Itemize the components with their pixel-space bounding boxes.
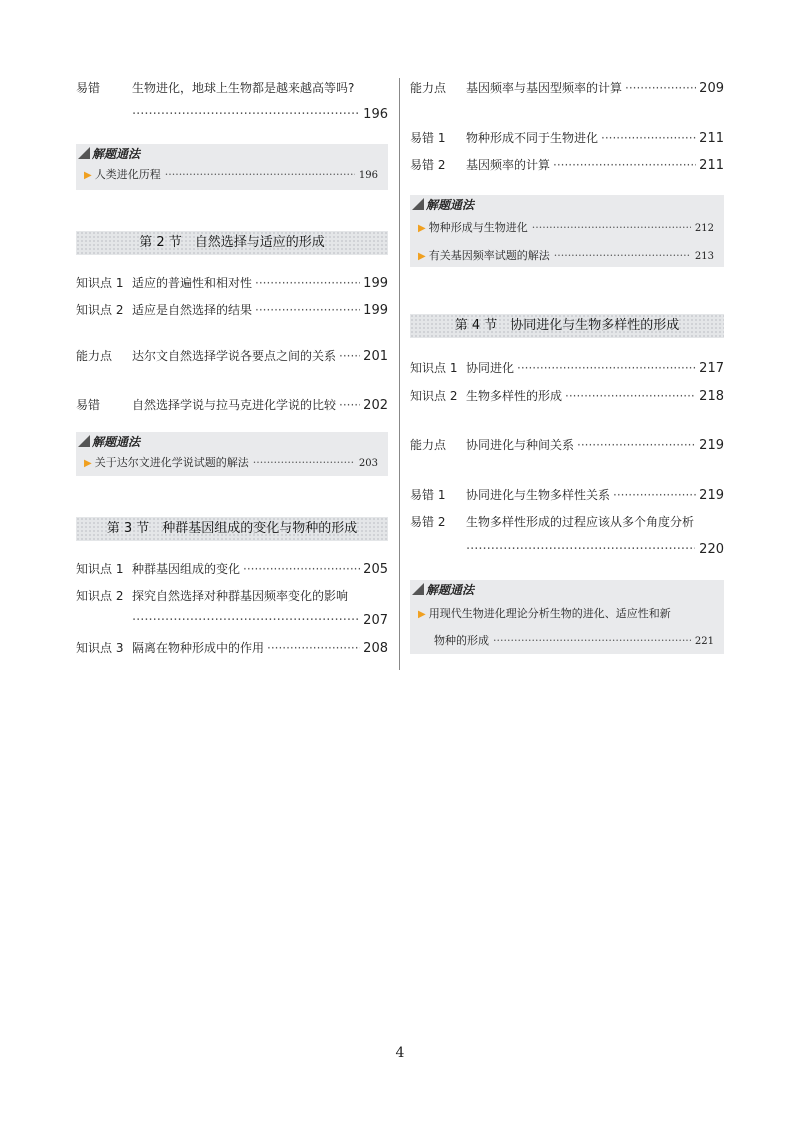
tips-box xyxy=(76,144,388,190)
toc-entry[interactable]: 知识点 1 种群基因组成的变化 ····· 205 xyxy=(76,561,388,578)
toc-entry[interactable]: 易错 2 基因频率的计算 ····· 211 xyxy=(410,157,724,174)
toc-entry[interactable]: 知识点 2 适应是自然选择的结果 ····· 199 xyxy=(76,302,388,319)
toc-entry[interactable]: 易错 2 生物多样性形成的过程应该从多个角度分析 xyxy=(410,515,695,529)
arrow-right-icon: ▶ xyxy=(418,223,426,234)
toc-entry[interactable]: 能力点 协同进化与种间关系 ····· 219 xyxy=(410,437,724,454)
toc-entry[interactable]: 知识点 2 生物多样性的形成 ····· 218 xyxy=(410,388,724,405)
toc-entry[interactable]: 知识点 1 协同进化 ····· 217 xyxy=(410,360,724,377)
tips-item[interactable]: ▶ 物种形成与生物进化 ····· 212 xyxy=(418,219,714,235)
arrow-right-icon: ▶ xyxy=(84,170,92,181)
tips-heading: 解题通法 xyxy=(426,198,475,212)
column-divider xyxy=(399,78,400,670)
toc-entry[interactable]: 易错 生物进化，地球上生物都是越来越高等吗? xyxy=(76,81,355,95)
toc-entry[interactable]: 知识点 1 适应的普遍性和相对性 ····· 199 xyxy=(76,275,388,292)
toc-entry[interactable]: 易错 自然选择学说与拉马克进化学说的比较 ····· 202 xyxy=(76,397,388,414)
tips-item-continuation: 物种的形成 ····· 221 xyxy=(434,632,714,648)
toc-entry[interactable]: 易错 1 协同进化与生物多样性关系 ····· 219 xyxy=(410,487,724,504)
corner-triangle-icon xyxy=(78,435,90,447)
tips-heading: 解题通法 xyxy=(426,583,475,597)
page-number-footer: 4 xyxy=(395,1045,405,1061)
toc-entry[interactable]: 能力点 达尔文自然选择学说各要点之间的关系 ····· 201 xyxy=(76,348,388,365)
corner-triangle-icon xyxy=(412,198,424,210)
tips-box xyxy=(410,195,724,267)
tips-heading: 解题通法 xyxy=(92,435,141,449)
arrow-right-icon: ▶ xyxy=(84,458,92,469)
arrow-right-icon: ▶ xyxy=(418,251,426,262)
tips-box xyxy=(76,432,388,476)
corner-triangle-icon xyxy=(412,583,424,595)
arrow-right-icon: ▶ xyxy=(418,609,426,620)
toc-entry[interactable]: 易错 1 物种形成不同于生物进化 ····· 211 xyxy=(410,130,724,147)
toc-entry[interactable]: 能力点 基因频率与基因型频率的计算 ····· 209 xyxy=(410,80,724,97)
toc-entry[interactable]: 知识点 2 探究自然选择对种群基因频率变化的影响 xyxy=(76,589,349,603)
toc-entry-continuation xyxy=(132,107,388,122)
tips-item[interactable]: ▶ 人类进化历程 ····· 196 xyxy=(84,166,378,182)
leader-dots xyxy=(132,107,359,122)
section-heading: 第 2 节 自然选择与适应的形成 xyxy=(76,231,388,255)
tips-item[interactable]: ▶ 有关基因频率试题的解法 ····· 213 xyxy=(418,247,714,263)
corner-triangle-icon xyxy=(78,147,90,159)
section-heading: 第 4 节 协同进化与生物多样性的形成 xyxy=(410,314,724,338)
toc-entry-continuation: ····· 207 xyxy=(132,613,388,628)
tips-item[interactable]: ▶ 用现代生物进化理论分析生物的进化、适应性和新 xyxy=(418,607,671,620)
toc-entry[interactable]: 知识点 3 隔离在物种形成中的作用 ····· 208 xyxy=(76,640,388,657)
tips-item[interactable]: ▶ 关于达尔文进化学说试题的解法 ····· 203 xyxy=(84,454,378,470)
page-number: 196 xyxy=(363,107,388,122)
tips-box xyxy=(410,580,724,654)
toc-entry-continuation: ····· 220 xyxy=(466,542,724,557)
tips-heading: 解题通法 xyxy=(92,147,141,161)
section-heading: 第 3 节 种群基因组成的变化与物种的形成 xyxy=(76,517,388,541)
